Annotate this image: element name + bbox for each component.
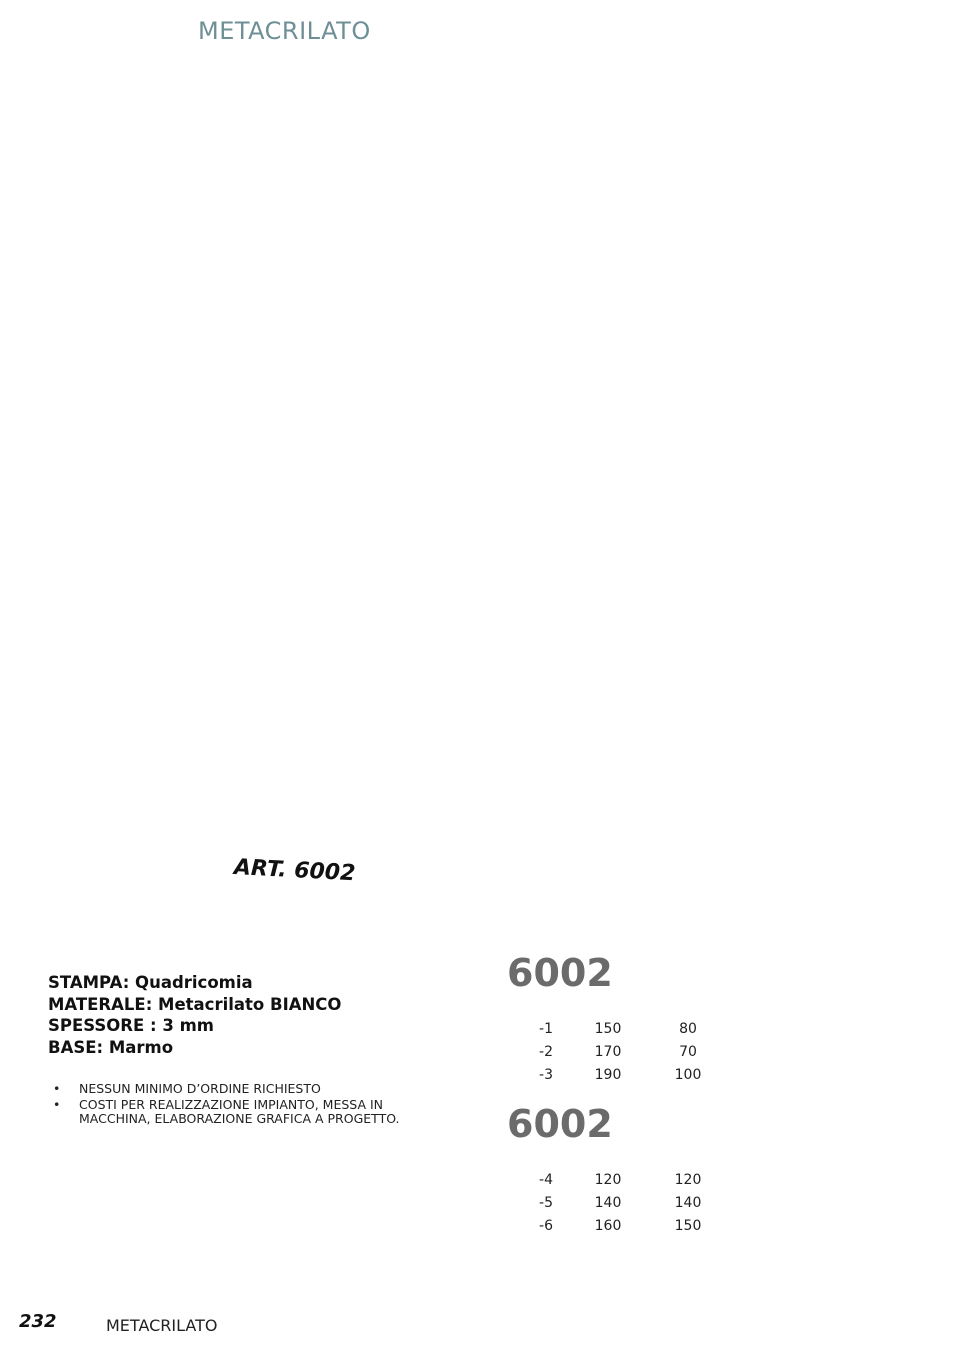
dimension-cell: 150 <box>594 1020 622 1037</box>
table-row <box>520 1215 732 1238</box>
page-header-title: METACRILATO <box>198 17 371 45</box>
spec-thickness: SPESSORE : 3 mm <box>48 1016 214 1035</box>
model-code-heading: 6002 <box>507 1102 613 1146</box>
variant-code-cell: -5 <box>539 1194 553 1211</box>
dimension-cell: 160 <box>594 1218 622 1235</box>
variant-code-cell: -3 <box>539 1067 553 1084</box>
note-item <box>50 1082 400 1096</box>
note-text: NESSUN MINIMO D’ORDINE RICHIESTO <box>79 1081 321 1096</box>
variant-code-cell: -4 <box>539 1171 553 1188</box>
spec-material: MATERALE: Metacrilato BIANCO <box>48 994 342 1014</box>
article-label: ART. 6002 <box>233 855 356 887</box>
table-row <box>520 1017 732 1040</box>
dimension-cell: 140 <box>674 1194 702 1211</box>
note-text: COSTI PER REALIZZAZIONE IMPIANTO, MESSA IN MACCHINA, ELABORAZIONE GRAFICA A PROGETTO. <box>79 1097 400 1126</box>
spec-base: BASE: Marmo <box>48 1037 174 1057</box>
model-code-heading: 6002 <box>507 951 613 995</box>
dimension-cell: 120 <box>674 1171 702 1188</box>
notes-list <box>50 1082 400 1128</box>
table-row <box>520 1168 732 1191</box>
dimension-cell: 170 <box>594 1043 622 1060</box>
variant-code-cell: -1 <box>539 1020 553 1037</box>
dimension-cell: 140 <box>594 1194 622 1211</box>
variant-code-cell: -2 <box>539 1043 553 1060</box>
dimension-cell: 150 <box>674 1218 702 1235</box>
dimension-cell: 80 <box>679 1020 697 1037</box>
page-number: 232 <box>19 1311 57 1332</box>
bullet-icon: • <box>53 1081 61 1096</box>
bullet-icon: • <box>53 1097 61 1112</box>
spec-print: STAMPA: Quadricomia <box>48 973 253 992</box>
dimension-cell: 190 <box>594 1067 622 1084</box>
specs-block <box>48 972 341 1058</box>
footer-section-title: METACRILATO <box>106 1316 218 1335</box>
note-item <box>50 1098 400 1126</box>
table-row <box>520 1040 732 1063</box>
size-table <box>520 1168 732 1238</box>
table-row <box>520 1191 732 1214</box>
variant-code-cell: -6 <box>539 1218 553 1235</box>
dimension-cell: 120 <box>594 1171 622 1188</box>
table-row <box>520 1064 732 1087</box>
dimension-cell: 70 <box>679 1043 697 1060</box>
dimension-cell: 100 <box>674 1067 702 1084</box>
size-table <box>520 1017 732 1087</box>
